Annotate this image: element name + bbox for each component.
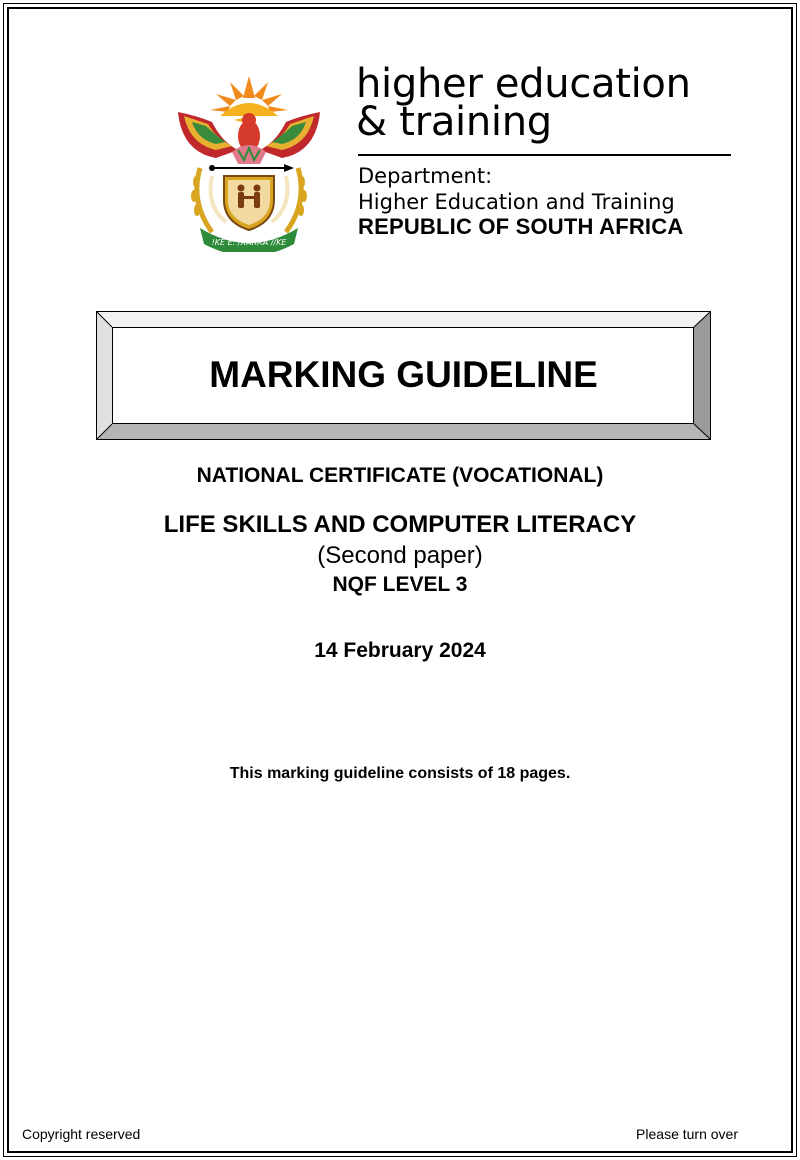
exam-date: 14 February 2024: [314, 639, 486, 662]
document-title: MARKING GUIDELINE: [209, 354, 598, 395]
qualification: NATIONAL CERTIFICATE (VOCATIONAL): [196, 464, 604, 487]
header-divider: [358, 154, 731, 156]
department-name: Higher Education and Training: [358, 190, 675, 214]
turn-over-footer: Please turn over: [636, 1126, 738, 1142]
department-title-line-1: higher education: [356, 61, 691, 107]
nqf-level: NQF LEVEL 3: [332, 573, 468, 596]
coat-of-arms-logo: [172, 72, 326, 252]
department-label: Department:: [358, 164, 493, 188]
svg-text:!KE E: /XARRA //KE: !KE E: /XARRA //KE: [211, 238, 287, 247]
department-title-line-2: & training: [356, 99, 552, 145]
page-count-note: This marking guideline consists of 18 pages.: [229, 765, 571, 782]
copyright-footer: Copyright reserved: [22, 1126, 141, 1142]
country-name: REPUBLIC OF SOUTH AFRICA: [358, 214, 684, 239]
department-header: [356, 61, 736, 239]
paper-number: (Second paper): [317, 542, 483, 569]
subject-title: LIFE SKILLS AND COMPUTER LITERACY: [163, 511, 637, 538]
title-box: [96, 311, 711, 440]
